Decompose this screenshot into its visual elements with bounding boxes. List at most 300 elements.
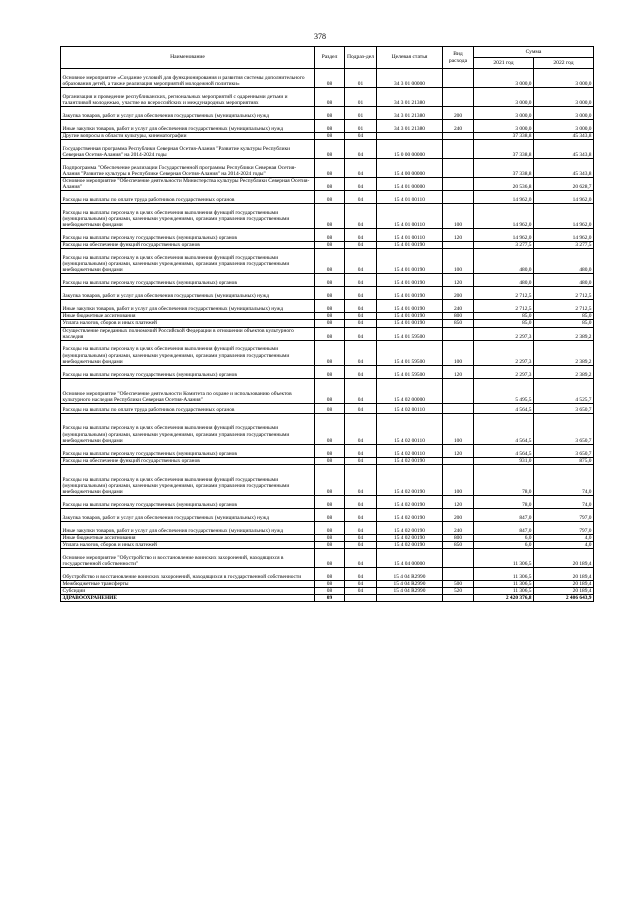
cell-sum-2022: 3 650,7 xyxy=(534,444,594,457)
cell-target: 15 4 01 59500 xyxy=(377,340,443,365)
cell-target: 15 4 02 00190 xyxy=(377,508,443,521)
table-row xyxy=(61,274,594,287)
table-row xyxy=(61,365,594,378)
cell-sum-2021: 2 297,3 xyxy=(474,365,534,378)
cell-section: 08 xyxy=(315,204,345,229)
cell-target: 15 4 02 00190 xyxy=(377,464,443,495)
cell-sum-2021: 37 338,8 xyxy=(474,159,534,178)
table-row xyxy=(61,159,594,178)
cell-target: 15 4 01 00110 xyxy=(377,229,443,242)
cell-subsection: 04 xyxy=(345,365,377,378)
cell-name: Государственная программа Республики Северная Осетия-Алания "Развитие культуры Республики Северная Осетия-Алания" на 2014-2024 годы xyxy=(61,140,315,159)
cell-section: 08 xyxy=(315,521,345,534)
cell-section: 08 xyxy=(315,300,345,313)
cell-section: 08 xyxy=(315,365,345,378)
header-year-2022: 2022 год xyxy=(534,58,594,69)
cell-section: 08 xyxy=(315,249,345,274)
cell-sum-2022: 2 712,5 xyxy=(534,287,594,300)
cell-section: 08 xyxy=(315,140,345,159)
cell-subsection: 01 xyxy=(345,120,377,133)
cell-section: 08 xyxy=(315,242,345,249)
cell-sum-2021: 480,0 xyxy=(474,274,534,287)
cell-section: 08 xyxy=(315,120,345,133)
table-row xyxy=(61,521,594,534)
cell-sum-2022: 480,0 xyxy=(534,274,594,287)
cell-expense-type xyxy=(443,378,474,403)
cell-section: 08 xyxy=(315,178,345,191)
cell-sum-2022: 45 343,8 xyxy=(534,133,594,140)
cell-expense-type: 100 xyxy=(443,249,474,274)
table-row xyxy=(61,191,594,204)
cell-subsection: 04 xyxy=(345,249,377,274)
table-row xyxy=(61,300,594,313)
table-row xyxy=(61,229,594,242)
cell-subsection: 04 xyxy=(345,178,377,191)
cell-target: 15 4 02 00110 xyxy=(377,413,443,444)
table-row xyxy=(61,581,594,588)
cell-sum-2021: 3 277,5 xyxy=(474,242,534,249)
cell-name: Организация и проведение республиканских, региональных мероприятий с одаренными детьми и талантливой молодежью, участие во всероссийских и международных мероприятиях xyxy=(61,88,315,107)
cell-sum-2021: 37 338,8 xyxy=(474,133,534,140)
table-body xyxy=(61,69,594,602)
cell-section: 08 xyxy=(315,495,345,508)
cell-target: 15 4 02 00110 xyxy=(377,444,443,457)
cell-target: 15 0 00 00000 xyxy=(377,140,443,159)
cell-sum-2021: 14 962,0 xyxy=(474,204,534,229)
table-row xyxy=(61,340,594,365)
cell-subsection: 04 xyxy=(345,140,377,159)
cell-expense-type: 120 xyxy=(443,495,474,508)
cell-sum-2022: 3 000,0 xyxy=(534,120,594,133)
cell-name: Расходы на обеспечение функций государственных органов xyxy=(61,242,315,249)
cell-section: 08 xyxy=(315,88,345,107)
cell-sum-2021: 2 420 376,8 xyxy=(474,595,534,602)
cell-name: Расходы на выплаты персоналу в целях обеспечения выполнения функций государственными (муниципальными) органами, казенными учреждениями, органами управления государственными внебюджетными фондами xyxy=(61,464,315,495)
cell-sum-2022: 45 343,8 xyxy=(534,140,594,159)
cell-name: Расходы на выплаты по оплате труда работников государственных органов xyxy=(61,191,315,204)
cell-target: 15 4 01 00190 xyxy=(377,274,443,287)
cell-sum-2022: 3 000,0 xyxy=(534,69,594,88)
cell-expense-type: 120 xyxy=(443,274,474,287)
cell-target: 15 4 01 00000 xyxy=(377,178,443,191)
cell-expense-type xyxy=(443,549,474,568)
cell-name: Иные закупки товаров, работ и услуг для обеспечения государственных (муниципальных) нужд xyxy=(61,521,315,534)
cell-name: Расходы на обеспечение функций государственных органов xyxy=(61,457,315,464)
cell-section: 08 xyxy=(315,287,345,300)
cell-expense-type xyxy=(443,159,474,178)
cell-subsection: 04 xyxy=(345,274,377,287)
cell-target: 15 4 01 59500 xyxy=(377,365,443,378)
cell-section: 08 xyxy=(315,327,345,340)
cell-sum-2022: 3 650,7 xyxy=(534,413,594,444)
cell-name: Закупка товаров, работ и услуг для обеспечения государственных (муниципальных) нужд xyxy=(61,287,315,300)
cell-section: 08 xyxy=(315,549,345,568)
cell-subsection: 04 xyxy=(345,287,377,300)
budget-table xyxy=(60,46,594,602)
table-row xyxy=(61,140,594,159)
cell-sum-2022: 85,0 xyxy=(534,320,594,327)
cell-sum-2022: 4,0 xyxy=(534,541,594,548)
cell-sum-2022: 797,0 xyxy=(534,508,594,521)
cell-name: Закупка товаров, работ и услуг для обеспечения государственных (муниципальных) нужд xyxy=(61,107,315,120)
cell-sum-2021: 85,0 xyxy=(474,320,534,327)
cell-section: 09 xyxy=(315,595,345,602)
cell-subsection: 04 xyxy=(345,541,377,548)
cell-section: 08 xyxy=(315,581,345,588)
cell-name: ЗДРАВООХРАНЕНИЕ xyxy=(61,595,315,602)
table-row xyxy=(61,242,594,249)
table-row xyxy=(61,541,594,548)
cell-sum-2021: 931,0 xyxy=(474,457,534,464)
cell-target: 34 3 01 00000 xyxy=(377,69,443,88)
cell-sum-2022: 875,0 xyxy=(534,457,594,464)
cell-sum-2021: 2 712,5 xyxy=(474,300,534,313)
cell-subsection: 04 xyxy=(345,242,377,249)
cell-sum-2021: 11 306,5 xyxy=(474,568,534,581)
cell-section: 08 xyxy=(315,588,345,595)
cell-name: Расходы на выплаты персоналу государственных (муниципальных) органов xyxy=(61,274,315,287)
cell-expense-type xyxy=(443,568,474,581)
table-row xyxy=(61,508,594,521)
cell-expense-type: 850 xyxy=(443,541,474,548)
cell-section: 08 xyxy=(315,378,345,403)
cell-expense-type xyxy=(443,69,474,88)
cell-name: Иные бюджетные ассигнования xyxy=(61,534,315,541)
table-header xyxy=(61,47,594,69)
table-row xyxy=(61,588,594,595)
cell-sum-2022: 14 962,0 xyxy=(534,204,594,229)
cell-name: Расходы на выплаты персоналу в целях обеспечения выполнения функций государственными (муниципальными) органами, казенными учреждениями, органами управления государственными внебюджетными фондами xyxy=(61,204,315,229)
cell-sum-2021: 14 962,0 xyxy=(474,191,534,204)
table-row xyxy=(61,444,594,457)
header-expense-type: Вид расхода xyxy=(443,47,474,69)
cell-subsection: 04 xyxy=(345,588,377,595)
cell-sum-2022: 74,0 xyxy=(534,464,594,495)
cell-sum-2021: 11 306,5 xyxy=(474,581,534,588)
cell-target: 15 4 01 00110 xyxy=(377,204,443,229)
cell-expense-type: 200 xyxy=(443,508,474,521)
cell-subsection: 04 xyxy=(345,444,377,457)
cell-sum-2021: 2 712,5 xyxy=(474,287,534,300)
cell-target: 15 4 01 00190 xyxy=(377,249,443,274)
cell-section: 08 xyxy=(315,69,345,88)
table-row xyxy=(61,378,594,403)
cell-section: 08 xyxy=(315,568,345,581)
cell-sum-2021: 20 536,8 xyxy=(474,178,534,191)
cell-subsection: 04 xyxy=(345,549,377,568)
cell-subsection: 04 xyxy=(345,495,377,508)
cell-target: 15 4 01 00190 xyxy=(377,313,443,320)
cell-subsection: 04 xyxy=(345,204,377,229)
table-row xyxy=(61,107,594,120)
cell-target: 15 4 01 00190 xyxy=(377,300,443,313)
cell-expense-type: 240 xyxy=(443,120,474,133)
cell-section: 08 xyxy=(315,274,345,287)
header-sum: Сумма xyxy=(474,47,594,58)
table-row xyxy=(61,133,594,140)
cell-name: Расходы на выплаты персоналу в целях обеспечения выполнения функций государственными (муниципальными) органами, казенными учреждениями, органами управления государственными внебюджетными фондами xyxy=(61,249,315,274)
cell-name: Основное мероприятие "Обустройство и восстановление воинских захоронений, находящихся в государственной собственности" xyxy=(61,549,315,568)
cell-sum-2021: 14 962,0 xyxy=(474,229,534,242)
cell-subsection: 01 xyxy=(345,69,377,88)
cell-subsection: 04 xyxy=(345,133,377,140)
cell-subsection: 04 xyxy=(345,191,377,204)
cell-section: 08 xyxy=(315,133,345,140)
cell-sum-2022: 2 389,2 xyxy=(534,340,594,365)
cell-subsection: 04 xyxy=(345,320,377,327)
cell-expense-type: 100 xyxy=(443,340,474,365)
cell-section: 08 xyxy=(315,191,345,204)
table-row xyxy=(61,327,594,340)
cell-expense-type: 240 xyxy=(443,521,474,534)
cell-sum-2021: 3 000,0 xyxy=(474,120,534,133)
table-row xyxy=(61,495,594,508)
cell-expense-type: 100 xyxy=(443,413,474,444)
cell-sum-2021: 847,0 xyxy=(474,521,534,534)
cell-sum-2021: 85,0 xyxy=(474,313,534,320)
table-row xyxy=(61,249,594,274)
cell-subsection: 04 xyxy=(345,313,377,320)
cell-name: Уплата налогов, сборов и иных платежей xyxy=(61,320,315,327)
cell-name: Расходы на выплаты персоналу государственных (муниципальных) органов xyxy=(61,365,315,378)
cell-expense-type xyxy=(443,327,474,340)
cell-sum-2021: 5 495,5 xyxy=(474,378,534,403)
cell-subsection: 04 xyxy=(345,521,377,534)
header-subsection: Подраз-дел xyxy=(345,47,377,69)
cell-sum-2021: 3 000,0 xyxy=(474,69,534,88)
table-row xyxy=(61,549,594,568)
cell-sum-2022: 797,0 xyxy=(534,521,594,534)
cell-subsection: 04 xyxy=(345,581,377,588)
cell-name: Расходы на выплаты персоналу в целях обеспечения выполнения функций государственными (муниципальными) органами, казенными учреждениями, органами управления государственными внебюджетными фондами xyxy=(61,340,315,365)
cell-subsection: 04 xyxy=(345,159,377,178)
cell-target: 15 4 01 00190 xyxy=(377,287,443,300)
cell-sum-2021: 2 297,3 xyxy=(474,340,534,365)
cell-name: Иные бюджетные ассигнования xyxy=(61,313,315,320)
cell-target: 15 4 01 00110 xyxy=(377,191,443,204)
cell-sum-2022: 2 389,2 xyxy=(534,365,594,378)
cell-sum-2022: 20 189,4 xyxy=(534,588,594,595)
cell-expense-type xyxy=(443,595,474,602)
table-row xyxy=(61,120,594,133)
cell-target: 34 3 01 21380 xyxy=(377,120,443,133)
cell-sum-2021: 847,0 xyxy=(474,508,534,521)
cell-target: 15 4 04 R2990 xyxy=(377,581,443,588)
cell-sum-2021: 6,0 xyxy=(474,534,534,541)
table-row xyxy=(61,204,594,229)
cell-sum-2022: 45 343,8 xyxy=(534,159,594,178)
cell-sum-2021: 78,0 xyxy=(474,464,534,495)
cell-sum-2022: 2 406 643,9 xyxy=(534,595,594,602)
cell-target: 15 4 04 00000 xyxy=(377,549,443,568)
cell-sum-2021: 6,0 xyxy=(474,541,534,548)
cell-sum-2021: 4 564,5 xyxy=(474,444,534,457)
cell-expense-type xyxy=(443,403,474,413)
cell-target xyxy=(377,133,443,140)
cell-section: 08 xyxy=(315,313,345,320)
cell-section: 08 xyxy=(315,107,345,120)
cell-target: 15 4 02 00110 xyxy=(377,403,443,413)
cell-sum-2021: 4 564,5 xyxy=(474,413,534,444)
cell-section: 08 xyxy=(315,413,345,444)
cell-expense-type xyxy=(443,457,474,464)
header-year-2021: 2021 год xyxy=(474,58,534,69)
cell-subsection: 01 xyxy=(345,88,377,107)
cell-sum-2022: 2 389,2 xyxy=(534,327,594,340)
cell-subsection: 04 xyxy=(345,457,377,464)
cell-name: Основное мероприятие "Обеспечение деятельности Комитета по охране и использованию объектов культурного наследия Республики Северная Осетия-Алания" xyxy=(61,378,315,403)
cell-subsection: 01 xyxy=(345,107,377,120)
cell-name: Закупка товаров, работ и услуг для обеспечения государственных (муниципальных) нужд xyxy=(61,508,315,521)
cell-section: 08 xyxy=(315,457,345,464)
cell-sum-2021: 3 000,0 xyxy=(474,88,534,107)
cell-name: Основное мероприятие "Обеспечение деятельности Министерства культуры Республики Северная Осетия-Алания" xyxy=(61,178,315,191)
cell-sum-2022: 3 650,7 xyxy=(534,403,594,413)
cell-name: Расходы на выплаты персоналу государственных (муниципальных) органов xyxy=(61,444,315,457)
cell-name: Расходы на выплаты персоналу государственных (муниципальных) органов xyxy=(61,229,315,242)
cell-subsection: 04 xyxy=(345,340,377,365)
cell-sum-2022: 14 962,0 xyxy=(534,191,594,204)
cell-sum-2021: 3 000,0 xyxy=(474,107,534,120)
cell-expense-type: 240 xyxy=(443,300,474,313)
table-row xyxy=(61,568,594,581)
table-row xyxy=(61,403,594,413)
cell-target: 15 4 04 R2990 xyxy=(377,588,443,595)
cell-target: 15 4 00 00000 xyxy=(377,159,443,178)
header-target: Целевая статья xyxy=(377,47,443,69)
table-row xyxy=(61,287,594,300)
cell-expense-type xyxy=(443,133,474,140)
cell-expense-type: 850 xyxy=(443,320,474,327)
table-row xyxy=(61,178,594,191)
cell-name: Субсидии xyxy=(61,588,315,595)
cell-section: 08 xyxy=(315,229,345,242)
cell-sum-2022: 20 628,7 xyxy=(534,178,594,191)
cell-expense-type xyxy=(443,242,474,249)
cell-subsection: 04 xyxy=(345,378,377,403)
cell-subsection: 04 xyxy=(345,300,377,313)
cell-subsection xyxy=(345,595,377,602)
cell-subsection: 04 xyxy=(345,413,377,444)
cell-expense-type xyxy=(443,178,474,191)
cell-target: 34 3 01 21380 xyxy=(377,107,443,120)
table-row xyxy=(61,313,594,320)
cell-subsection: 04 xyxy=(345,327,377,340)
cell-subsection: 04 xyxy=(345,464,377,495)
cell-sum-2022: 4,0 xyxy=(534,534,594,541)
cell-expense-type: 120 xyxy=(443,444,474,457)
cell-name: Другие вопросы в области культуры, кинематографии xyxy=(61,133,315,140)
table-row xyxy=(61,457,594,464)
cell-target: 15 4 01 00190 xyxy=(377,320,443,327)
cell-subsection: 04 xyxy=(345,568,377,581)
cell-name: Иные закупки товаров, работ и услуг для обеспечения государственных (муниципальных) нужд xyxy=(61,120,315,133)
cell-sum-2022: 3 000,0 xyxy=(534,88,594,107)
cell-name: Расходы на выплаты персоналу государственных (муниципальных) органов xyxy=(61,495,315,508)
cell-sum-2021: 4 564,5 xyxy=(474,403,534,413)
cell-expense-type: 800 xyxy=(443,313,474,320)
cell-sum-2021: 37 338,8 xyxy=(474,140,534,159)
table-row xyxy=(61,413,594,444)
cell-name: Расходы на выплаты персоналу в целях обеспечения выполнения функций государственными (муниципальными) органами, казенными учреждениями, органами управления государственными внебюджетными фондами xyxy=(61,413,315,444)
cell-sum-2022: 14 962,0 xyxy=(534,229,594,242)
cell-name: Подпрограмма "Обеспечение реализации Государственной программы Республики Северная Осетия-Алания "Развитие культуры в Республике Северная Осетия-Алания" на 2014-2024 годы" xyxy=(61,159,315,178)
table-row xyxy=(61,69,594,88)
cell-target: 15 4 02 00190 xyxy=(377,457,443,464)
header-section: Раздел xyxy=(315,47,345,69)
cell-target: 15 4 01 00190 xyxy=(377,242,443,249)
cell-section: 08 xyxy=(315,444,345,457)
cell-expense-type: 100 xyxy=(443,464,474,495)
cell-subsection: 04 xyxy=(345,229,377,242)
cell-expense-type: 200 xyxy=(443,107,474,120)
cell-section: 08 xyxy=(315,534,345,541)
cell-target: 15 4 02 00190 xyxy=(377,521,443,534)
cell-section: 08 xyxy=(315,508,345,521)
table-row xyxy=(61,320,594,327)
cell-target: 15 4 01 59500 xyxy=(377,327,443,340)
cell-target: 15 4 02 00190 xyxy=(377,495,443,508)
cell-section: 08 xyxy=(315,403,345,413)
cell-sum-2022: 85,0 xyxy=(534,313,594,320)
cell-sum-2021: 11 306,5 xyxy=(474,549,534,568)
header-name: Наименование xyxy=(61,47,315,69)
cell-sum-2022: 2 712,5 xyxy=(534,300,594,313)
cell-expense-type: 100 xyxy=(443,204,474,229)
cell-target: 15 4 04 R2990 xyxy=(377,568,443,581)
cell-expense-type xyxy=(443,140,474,159)
cell-subsection: 04 xyxy=(345,508,377,521)
cell-expense-type xyxy=(443,191,474,204)
cell-sum-2021: 480,0 xyxy=(474,249,534,274)
cell-section: 08 xyxy=(315,340,345,365)
cell-target: 15 4 02 00190 xyxy=(377,541,443,548)
table-row xyxy=(61,88,594,107)
cell-expense-type: 520 xyxy=(443,588,474,595)
cell-section: 08 xyxy=(315,541,345,548)
table-row xyxy=(61,595,594,602)
cell-sum-2022: 4 525,7 xyxy=(534,378,594,403)
cell-expense-type: 800 xyxy=(443,534,474,541)
table-row xyxy=(61,464,594,495)
cell-sum-2022: 74,0 xyxy=(534,495,594,508)
table-row xyxy=(61,534,594,541)
cell-name: Основное мероприятие «Создание условий для функционирования и развития системы дополнительного образования детей, а также реализация мероприятий молодежной политики» xyxy=(61,69,315,88)
cell-section: 08 xyxy=(315,464,345,495)
cell-name: Осуществление переданных полномочий Российской Федерации в отношении объектов культурного наследия xyxy=(61,327,315,340)
cell-subsection: 04 xyxy=(345,403,377,413)
cell-sum-2022: 3 277,5 xyxy=(534,242,594,249)
cell-name: Уплата налогов, сборов и иных платежей xyxy=(61,541,315,548)
cell-sum-2022: 3 000,0 xyxy=(534,107,594,120)
cell-sum-2022: 20 189,4 xyxy=(534,568,594,581)
cell-section: 08 xyxy=(315,159,345,178)
cell-sum-2022: 20 189,4 xyxy=(534,549,594,568)
cell-target: 15 4 02 00190 xyxy=(377,534,443,541)
cell-expense-type: 120 xyxy=(443,365,474,378)
cell-target: 15 4 02 00000 xyxy=(377,378,443,403)
cell-expense-type: 200 xyxy=(443,287,474,300)
cell-target xyxy=(377,595,443,602)
page-number: 378 xyxy=(314,32,326,41)
cell-sum-2021: 78,0 xyxy=(474,495,534,508)
cell-name: Межбюджетные трансферты xyxy=(61,581,315,588)
cell-subsection: 04 xyxy=(345,534,377,541)
cell-name: Обустройство и восстановление воинских захоронений, находящихся в государственной собственности xyxy=(61,568,315,581)
cell-expense-type: 500 xyxy=(443,581,474,588)
cell-sum-2021: 2 297,3 xyxy=(474,327,534,340)
cell-name: Расходы на выплаты по оплате труда работников государственных органов xyxy=(61,403,315,413)
